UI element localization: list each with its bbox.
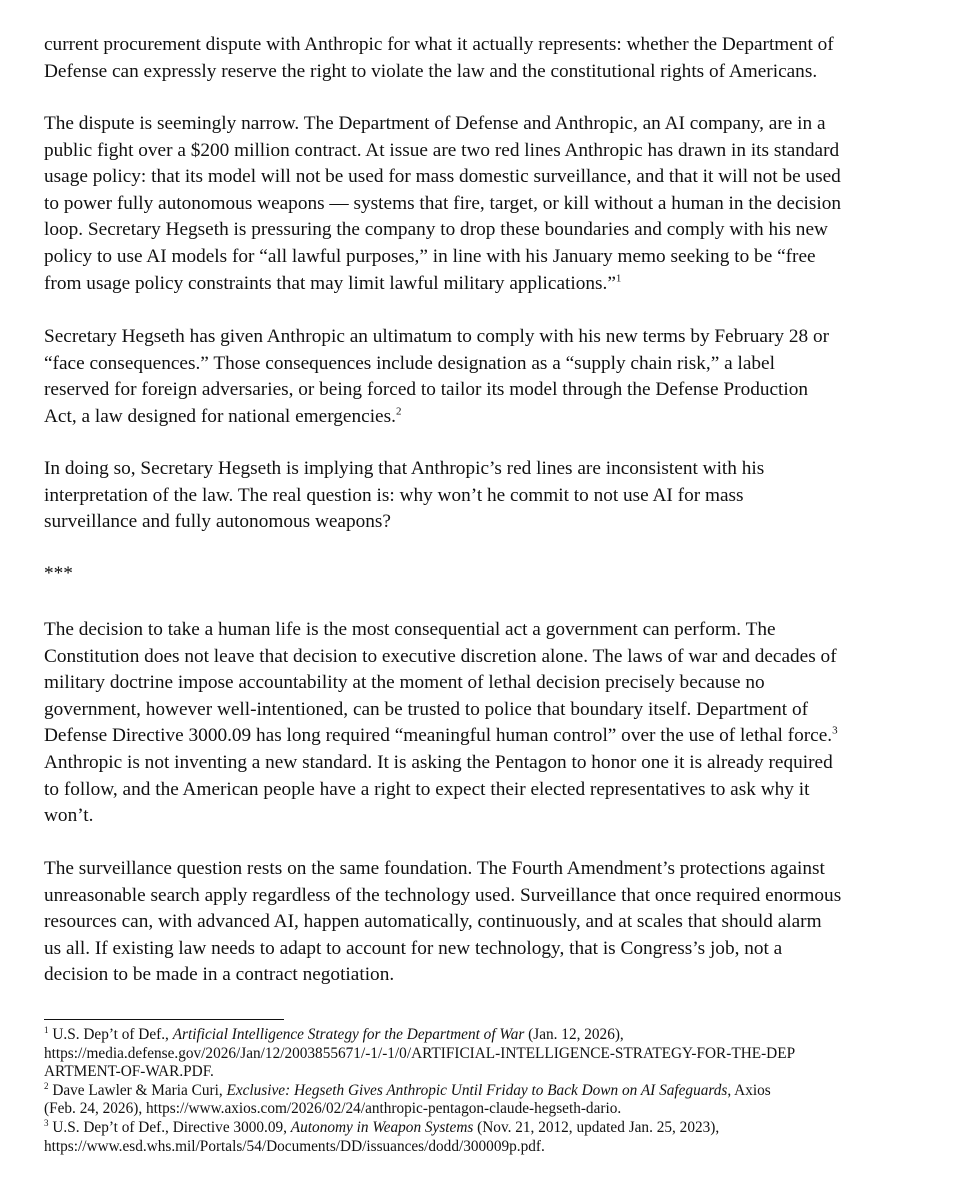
footnote-1-url[interactable]: https://media.defense.gov/2026/Jan/12/2003855671/-1/-1/0/ARTIFICIAL-INTELLIGENCE-STRATEGY-FOR-THE-DEP	[44, 1044, 796, 1062]
text-line: In doing so, Secretary Hegseth is implying that Anthropic’s red lines are inconsistent with his	[44, 458, 765, 479]
text-line	[44, 723, 838, 750]
text-line: usage policy: that its model will not be used for mass domestic surveillance, and that it will not be used	[44, 166, 841, 188]
text-line: resources can, with advanced AI, happen automatically, continuously, and at scales that should alarm	[44, 911, 822, 933]
paragraph-dispute-narrow	[44, 111, 841, 297]
text-line: reserved for foreign adversaries, or being forced to tailor its model through the Defense Production	[44, 379, 809, 401]
footnote-1	[44, 1026, 795, 1045]
text-line: public fight over a $200 million contract. At issue are two red lines Anthropic has drawn in its standard	[44, 139, 840, 161]
text-line: Secretary Hegseth has given Anthropic an ultimatum to comply with his new terms by February 28 or	[44, 326, 830, 347]
text-line: unreasonable search apply regardless of the technology used. Surveillance that once required enormous	[44, 884, 842, 906]
text-line	[44, 404, 829, 431]
text-line-content: from usage policy constraints that may limit lawful military applications.”	[44, 272, 616, 294]
footnote-1-url-cont[interactable]: ARTMENT-OF-WAR.PDF.	[44, 1063, 214, 1081]
footnote-text: U.S. Dep’t of Def., Directive 3000.09,	[48, 1118, 291, 1136]
footnote-divider	[44, 1019, 284, 1020]
text-line: The dispute is seemingly narrow. The Department of Defense and Anthropic, an AI company, are in a	[44, 113, 826, 134]
footnote-ref-3[interactable]: 3	[832, 724, 838, 737]
text-line: to power fully autonomous weapons — systems that fire, target, or kill without a human in the decision	[44, 192, 841, 214]
footnotes	[44, 1026, 795, 1156]
paragraph-real-question	[44, 456, 764, 536]
text-line	[44, 271, 841, 298]
footnote-title: Exclusive: Hegseth Gives Anthropic Until Friday to Back Down on AI Safeguards	[226, 1081, 728, 1099]
text-line: interpretation of the law. The real question is: why won’t he commit to not use AI for mass	[44, 484, 744, 506]
footnote-text: (Jan. 12, 2026),	[524, 1026, 624, 1043]
text-line: Constitution does not leave that decision to executive discretion alone. The laws of war and decades of	[44, 645, 837, 667]
text-line: surveillance and fully autonomous weapons?	[44, 511, 391, 533]
text-line: military doctrine impose accountability at the moment of lethal decision precisely because no	[44, 672, 765, 694]
footnote-2	[44, 1082, 795, 1101]
paragraph-human-life	[44, 617, 838, 830]
text-line-content: Act, a law designed for national emergencies.	[44, 405, 396, 427]
footnote-ref-2[interactable]: 2	[395, 405, 402, 418]
paragraph-ultimatum	[44, 324, 829, 430]
text-line: decision to be made in a contract negotiation.	[44, 964, 395, 986]
footnote-title: Artificial Intelligence Strategy for the Department of War	[172, 1026, 525, 1043]
footnote-number: 3	[44, 1117, 49, 1128]
text-line: government, however well-intentioned, can be trusted to police that boundary itself. Department of	[44, 698, 809, 720]
section-separator: ***	[44, 563, 73, 584]
text-line: The decision to take a human life is the most consequential act a government can perform. The	[44, 619, 776, 640]
footnote-3-url[interactable]: https://www.esd.whs.mil/Portals/54/Documents/DD/issuances/dodd/300009p.pdf.	[44, 1137, 545, 1155]
text-line: The surveillance question rests on the same foundation. The Fourth Amendment’s protections against	[44, 858, 825, 879]
text-line: to follow, and the American people have a right to expect their elected representatives to ask why it	[44, 778, 810, 800]
text-line: Anthropic is not inventing a new standard. It is asking the Pentagon to honor one it is already required	[44, 751, 833, 773]
paragraph-surveillance	[44, 856, 841, 989]
text-line: “face consequences.” Those consequences include designation as a “supply chain risk,” a label	[44, 352, 775, 374]
footnote-text: , Axios	[727, 1081, 771, 1099]
text-line: us all. If existing law needs to adapt to account for new technology, that is Congress’s job, not a	[44, 937, 783, 959]
footnote-2-url[interactable]: (Feb. 24, 2026), https://www.axios.com/2026/02/24/anthropic-pentagon-claude-hegseth-dario.	[44, 1100, 622, 1118]
paragraph-procurement-dispute	[44, 32, 834, 85]
footnote-number: 1	[44, 1024, 49, 1035]
text-line: policy to use AI models for “all lawful purposes,” in line with his January memo seeking to be “free	[44, 245, 816, 267]
footnote-text: U.S. Dep’t of Def.,	[48, 1026, 173, 1043]
text-line: loop. Secretary Hegseth is pressuring the company to drop these boundaries and comply with his new	[44, 219, 828, 241]
footnote-text: Dave Lawler & Maria Curi,	[48, 1081, 227, 1099]
footnote-text: (Nov. 21, 2012, updated Jan. 25, 2023),	[473, 1118, 720, 1136]
text-line: current procurement dispute with Anthropic for what it actually represents: whether the Department of	[44, 34, 834, 55]
footnote-number: 2	[44, 1080, 49, 1091]
text-line-content: Defense Directive 3000.09 has long required “meaningful human control” over the use of lethal force.	[44, 725, 833, 747]
text-line: Defense can expressly reserve the right to violate the law and the constitutional rights of Americans.	[44, 60, 818, 82]
footnote-3	[44, 1119, 795, 1138]
text-line: won’t.	[44, 805, 94, 827]
footnote-ref-1[interactable]: 1	[615, 272, 622, 285]
footnote-title: Autonomy in Weapon Systems	[290, 1118, 474, 1136]
